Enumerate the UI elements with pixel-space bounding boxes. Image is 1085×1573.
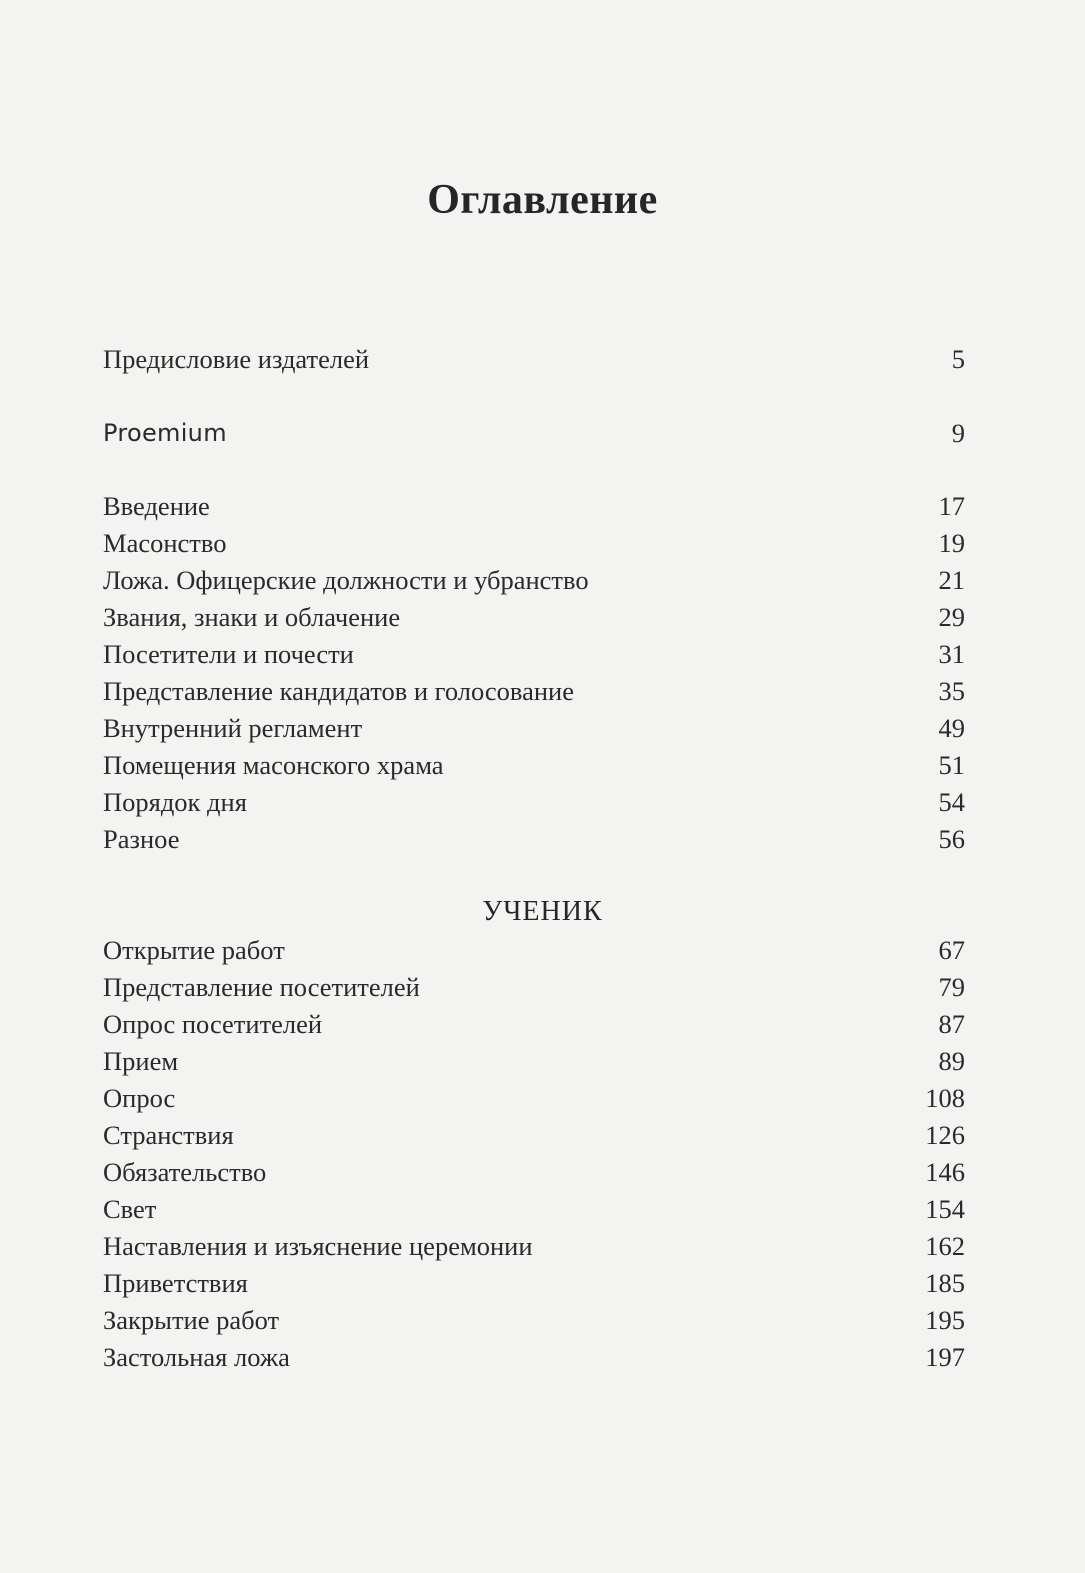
toc-entry-page: 87 (938, 1009, 965, 1039)
toc-entry-page: 35 (938, 676, 965, 706)
toc-entry-page: 146 (925, 1157, 965, 1187)
toc-entry-page: 19 (938, 528, 965, 558)
toc-entry (103, 673, 965, 709)
toc-entry-page: 154 (925, 1194, 965, 1224)
section-heading: УЧЕНИК (482, 896, 603, 927)
toc-entry (103, 710, 965, 746)
toc-entry-label: Введение (103, 491, 210, 521)
toc-entry (103, 1228, 965, 1264)
toc-entry-page: 162 (925, 1231, 965, 1261)
toc-entry-page: 51 (938, 750, 965, 780)
toc-entry (103, 784, 965, 820)
toc-entry (103, 1080, 965, 1116)
toc-entry-label: Свет (103, 1194, 157, 1224)
toc-entry-label: Обязательство (103, 1157, 267, 1187)
toc-entry-page: 89 (938, 1046, 965, 1076)
toc-entry-label: Закрытие работ (103, 1305, 280, 1335)
toc-entry-label: Опрос посетителей (103, 1009, 323, 1039)
toc-entry-label: Наставления и изъяснение церемонии (103, 1231, 533, 1261)
toc-entry-page: 195 (925, 1305, 965, 1335)
toc-entry-label: Звания, знаки и облачение (103, 602, 401, 632)
toc-entry (103, 1006, 965, 1042)
toc-entry (103, 821, 965, 857)
toc-entry-label: Представление посетителей (103, 972, 420, 1002)
toc-entry (103, 1302, 965, 1338)
toc-entry (103, 1339, 965, 1375)
toc-entry (103, 932, 965, 968)
page-title: Оглавление (427, 177, 658, 223)
toc-entry (103, 969, 965, 1005)
toc-entry-label: Представление кандидатов и голосование (103, 676, 574, 706)
toc-entry-label: Открытие работ (103, 935, 285, 965)
toc-entry (103, 1043, 965, 1079)
toc-entry (103, 341, 965, 377)
toc-entry-label: Прием (103, 1046, 179, 1076)
toc-entry-label: Порядок дня (103, 787, 247, 817)
toc-entry-label: Внутренний регламент (103, 713, 363, 743)
toc-entry-page: 54 (938, 787, 965, 817)
toc-entry-label: Посетители и почести (103, 639, 354, 669)
toc-entry-page: 197 (925, 1342, 965, 1372)
toc-entry-page: 31 (938, 639, 965, 669)
toc-entry-label: Proemium (103, 419, 227, 447)
toc-entry-label: Приветствия (103, 1268, 248, 1298)
toc-entry-page: 185 (925, 1268, 965, 1298)
toc-entry (103, 488, 965, 524)
toc-entry-page: 21 (938, 565, 965, 595)
toc-entry-label: Предисловие издателей (103, 344, 370, 374)
toc-entry-label: Опрос (103, 1083, 176, 1113)
toc-entry-label: Масонство (103, 528, 227, 558)
toc-entry-page: 56 (938, 824, 965, 854)
toc-entry (103, 599, 965, 635)
toc-entry-page: 49 (938, 713, 965, 743)
toc-entry (103, 636, 965, 672)
toc-entry (103, 1191, 965, 1227)
toc-entry-page: 29 (938, 602, 965, 632)
toc-entry-label: Ложа. Офицерские должности и убранство (103, 565, 589, 595)
toc-entry (103, 525, 965, 561)
toc-entry-label: Застольная ложа (103, 1342, 290, 1372)
toc-entry (103, 415, 965, 451)
toc-entry (103, 1154, 965, 1190)
toc-entry-page: 67 (938, 935, 965, 965)
toc-entry-page: 17 (938, 491, 965, 521)
toc-entry (103, 562, 965, 598)
toc-entry-label: Разное (103, 824, 180, 854)
toc-entry-label: Помещения масонского храма (103, 750, 444, 780)
toc-entry (103, 1265, 965, 1301)
toc-entry-page: 9 (951, 418, 965, 448)
toc-entry-page: 126 (925, 1120, 965, 1150)
toc-entry-page: 79 (938, 972, 965, 1002)
toc-entry (103, 1117, 965, 1153)
toc-entry-page: 5 (951, 344, 965, 374)
toc-entry-label: Странствия (103, 1120, 234, 1150)
toc-entry (103, 747, 965, 783)
toc-entry-page: 108 (925, 1083, 965, 1113)
